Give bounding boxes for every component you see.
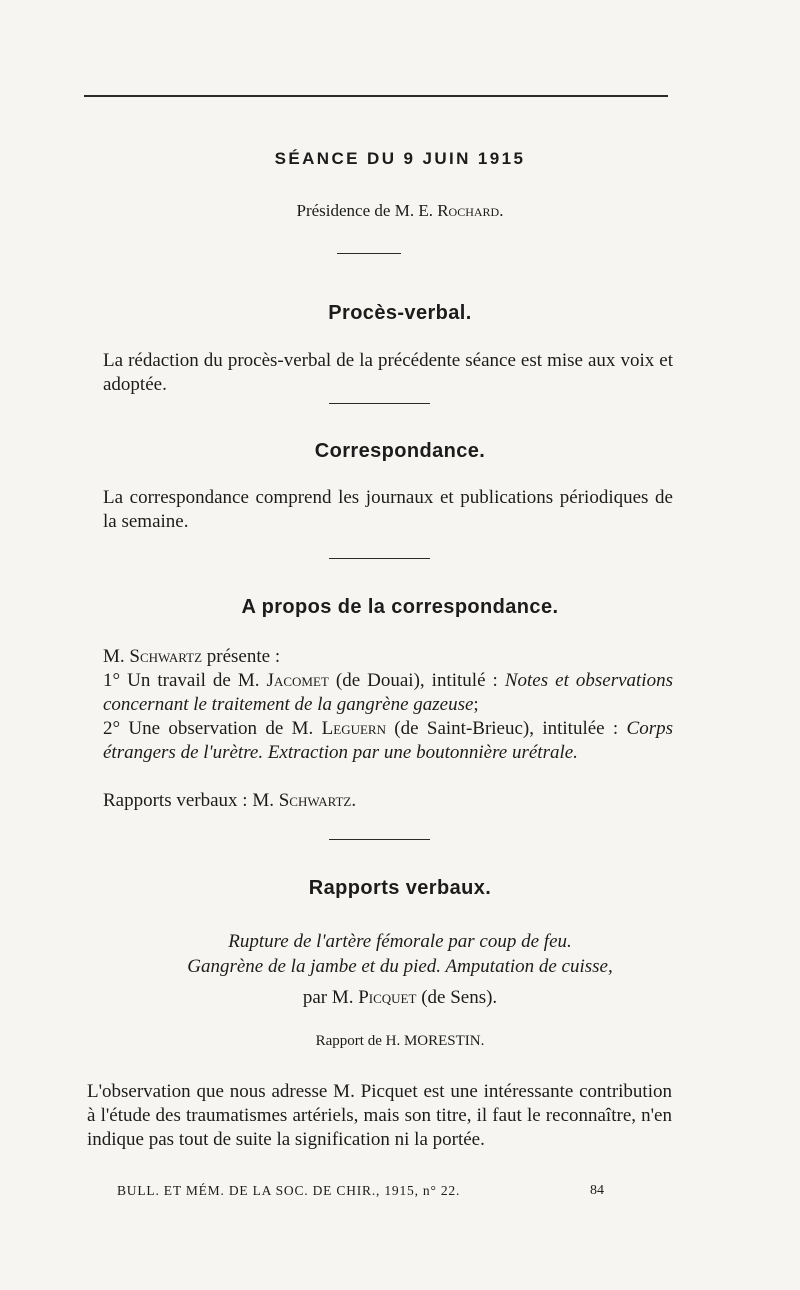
report-title-line-1: Rupture de l'artère fémorale par coup de feu. [228, 931, 572, 952]
a-propos-item-2 [103, 717, 673, 765]
intro-name: Schwartz [129, 646, 203, 667]
footer-journal: BULL. ET MÉM. DE LA SOC. DE CHIR., 1915, n° 22. [117, 1183, 461, 1198]
a-propos-item-1 [103, 669, 673, 717]
intro-suffix: présente : [202, 646, 281, 667]
top-rule [84, 95, 668, 97]
rapport-by: Rapport de H. MORESTIN. [315, 1033, 485, 1049]
separator-rule [329, 839, 430, 840]
rapports-prefix: Rapports verbaux : M. [103, 790, 279, 811]
item1-prefix: 1° Un travail de M. [103, 670, 267, 691]
rapports-name: Schwartz. [278, 790, 357, 811]
presidence-prefix: Présidence de M. E. [296, 201, 438, 220]
rapports-verbaux-heading: Rapports verbaux. [308, 877, 492, 899]
author-prefix: par M. [302, 987, 359, 1008]
item1-mid: (de Douai), intitulé : [328, 670, 505, 691]
report-title-line-2: Gangrène de la jambe et du pied. Amputation de cuisse, [187, 956, 613, 977]
item2-name: Leguern [321, 718, 386, 739]
president-name: Rochard. [437, 201, 504, 220]
report-body-text: L'observation que nous adresse M. Picquet est une intéressante contribution à l'étude des traumatismes artériels, mais son titre, il faut le reconnaître, n'en indique pas tout de suite la signification ni la portée. [87, 1081, 672, 1150]
separator-rule [337, 253, 401, 254]
intro-prefix: M. [103, 646, 130, 667]
separator-rule [329, 403, 430, 404]
item1-name: Jacomet [266, 670, 329, 691]
proces-verbal-text: La rédaction du procès-verbal de la précédente séance est mise aux voix et adoptée. [103, 350, 673, 395]
item2-title: Corps étrangers de l'urètre. Extraction par une boutonnière urétrale. [103, 718, 674, 763]
a-propos-intro [103, 645, 673, 669]
seance-title: SÉANCE DU 9 JUIN 1915 [274, 149, 526, 168]
correspondance-text: La correspondance comprend les journaux et publications périodiques de la semaine. [103, 487, 673, 532]
item1-end: ; [473, 694, 479, 715]
item2-prefix: 2° Une observation de M. [103, 718, 322, 739]
presidence-line [0, 201, 800, 221]
report-author [0, 987, 800, 1009]
a-propos-heading: A propos de la correspondance. [241, 596, 559, 618]
author-suffix: (de Sens). [416, 987, 498, 1008]
correspondance-heading: Correspondance. [314, 440, 486, 462]
proces-verbal-heading: Procès-verbal. [328, 302, 472, 324]
rapports-verbaux-line [103, 789, 673, 813]
item2-mid: (de Saint-Brieuc), intitulée : [385, 718, 627, 739]
item1-title: Notes et observations concernant le traitement de la gangrène gazeuse [103, 670, 673, 715]
page-number: 84 [590, 1183, 604, 1198]
separator-rule [329, 558, 430, 559]
author-name: Picquet [358, 987, 417, 1008]
